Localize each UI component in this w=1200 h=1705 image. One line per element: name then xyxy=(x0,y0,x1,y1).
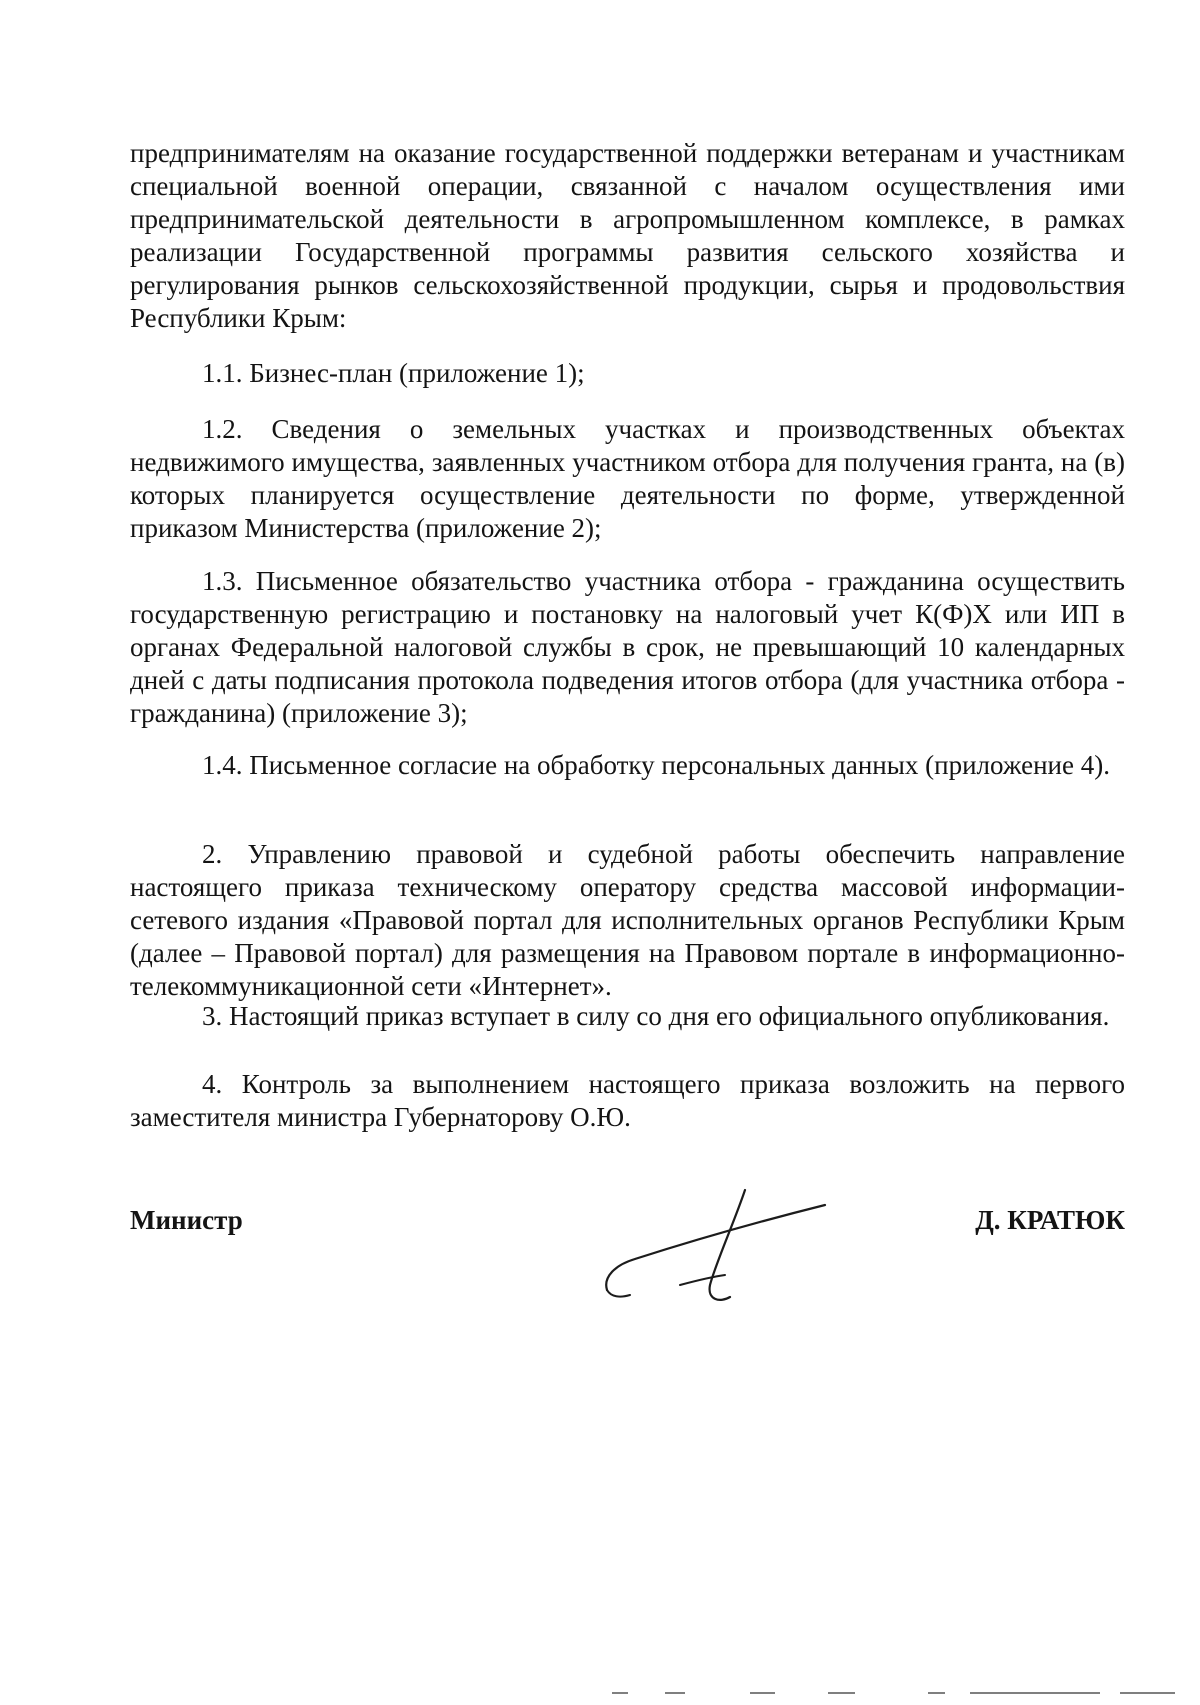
scan-edge-marks xyxy=(600,1685,1190,1697)
item-3-paragraph: 3. Настоящий приказ вступает в силу со дня его официального опубликования. xyxy=(202,1001,1110,1031)
item-1-2-paragraph: 1.2. Сведения о земельных участках и производственных объектах недвижимого имущества, заявленных участником отбора для получения гранта, на (в) которых планируется осуществление деятельности по форме, утвержденной приказом Министерства (приложение 2); xyxy=(130,414,1125,543)
item-1-4-paragraph: 1.4. Письменное согласие на обработку персональных данных (приложение 4). xyxy=(202,750,1110,780)
item-2-paragraph: 2. Управлению правовой и судебной работы обеспечить направление настоящего приказа техническому оператору средства массовой информации-сетевого издания «Правовой портал для исполнительных органов Республики Крым (далее – Правовой портал) для размещения на Правовом портале в информационно-телекоммуникационной сети «Интернет». xyxy=(130,839,1125,1001)
handwritten-signature-icon xyxy=(595,1185,845,1325)
signer-name: Д. КРАТЮК xyxy=(975,1205,1125,1235)
signer-title: Министр xyxy=(130,1205,243,1235)
item-1-1-paragraph: 1.1. Бизнес-план (приложение 1); xyxy=(202,358,585,388)
item-1-3-paragraph: 1.3. Письменное обязательство участника отбора - гражданина осуществить государственную регистрацию и постановку на налоговый учет К(Ф)Х или ИП в органах Федеральной налоговой службы в срок, не превышающий 10 календарных дней с даты подписания протокола подведения итогов отбора (для участника отбора - гражданина) (приложение 3); xyxy=(130,566,1125,728)
intro-paragraph: предпринимателям на оказание государственной поддержки ветеранам и участникам специальной военной операции, связанной с началом осуществления ими предпринимательской деятельности в агропромышленном комплексе, в рамках реализации Государственной программы развития сельского хозяйства и регулирования рынков сельскохозяйственной продукции, сырья и продовольствия Республики Крым: xyxy=(130,138,1125,333)
item-4-paragraph: 4. Контроль за выполнением настоящего приказа возложить на первого заместителя министра Губернаторову О.Ю. xyxy=(130,1069,1125,1132)
